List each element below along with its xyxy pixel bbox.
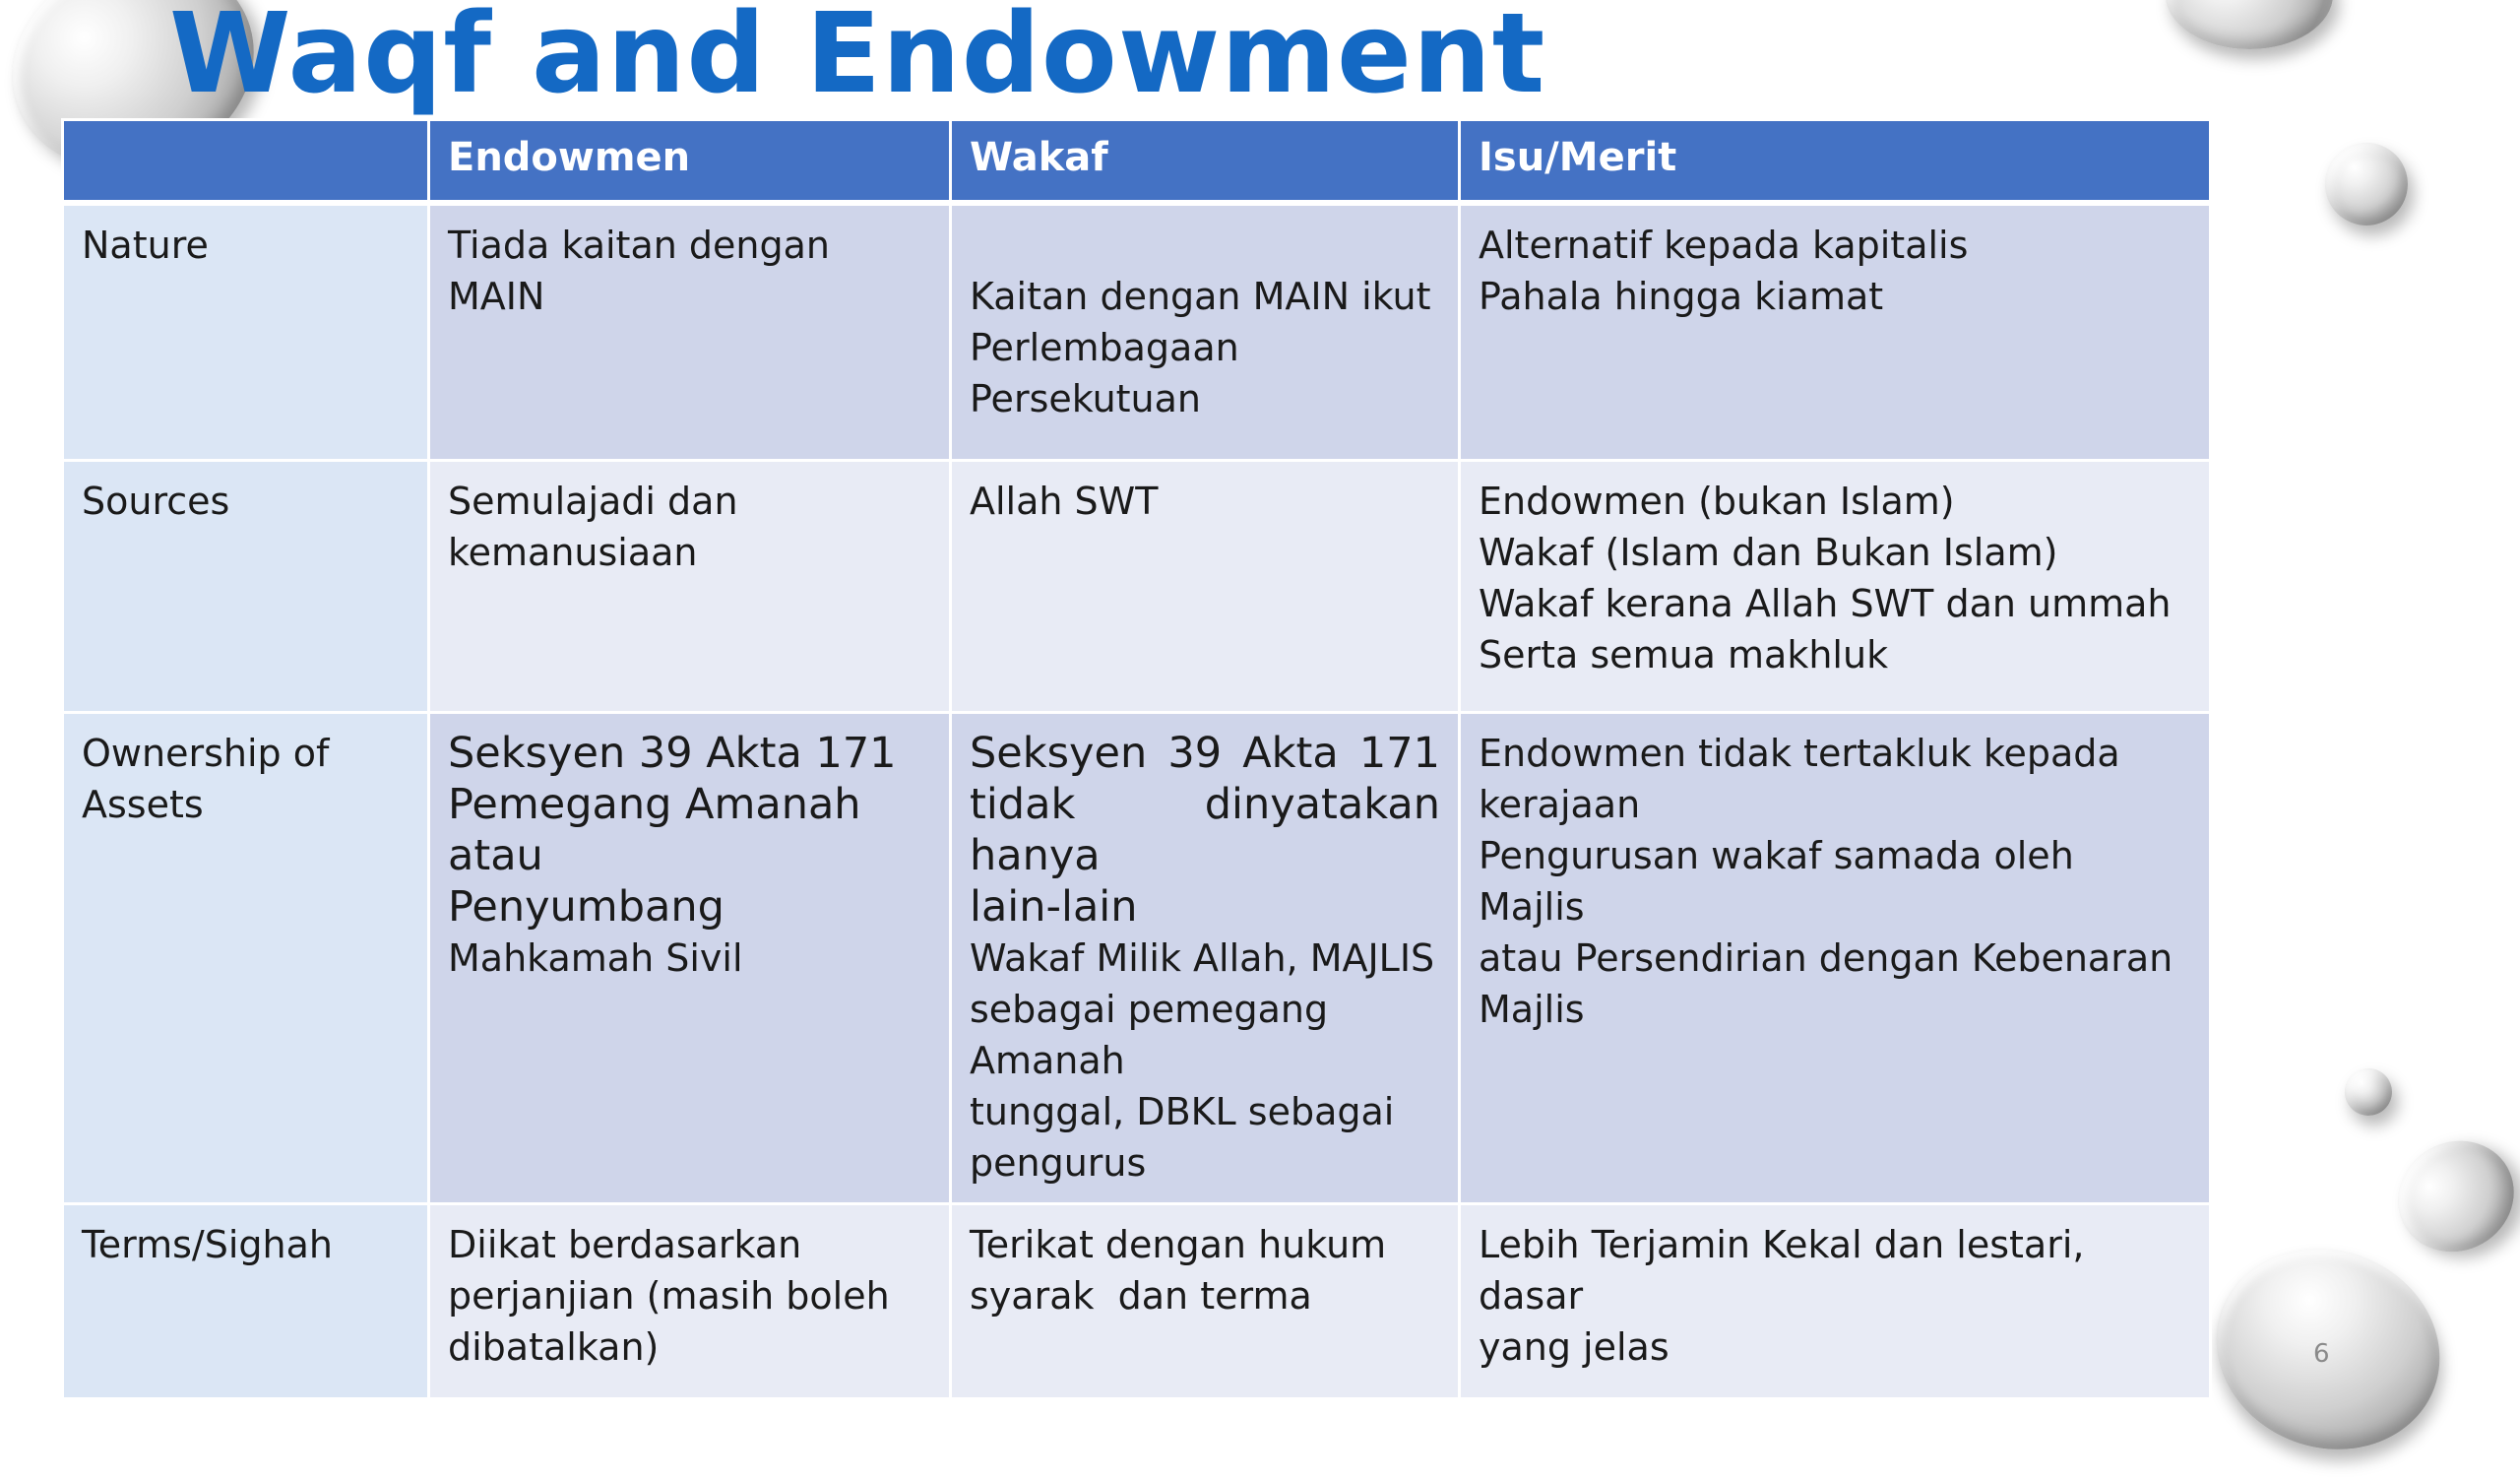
table-row-nature — [63, 203, 2211, 461]
cell-text-line: Kaitan dengan MAIN ikut — [970, 274, 1431, 318]
slide-title: Waqf and Endowment — [169, 0, 1546, 118]
cell-text-line: Terikat dengan hukum — [970, 1223, 1387, 1266]
table-row-ownership — [63, 713, 2211, 1204]
cell-terms-endowmen — [429, 1204, 951, 1399]
cell-nature-wakaf — [951, 203, 1460, 461]
cell-text-line: yang jelas — [1479, 1325, 1670, 1369]
cell-terms-merit — [1460, 1204, 2211, 1399]
cell-text-line: syarak dan terma — [970, 1274, 1312, 1318]
row-label-nature — [63, 203, 429, 461]
cell-spacer — [970, 220, 1440, 271]
cell-text-line: Serta semua makhluk — [1479, 633, 1889, 676]
page-number: 6 — [2313, 1339, 2330, 1369]
cell-text-line: Mahkamah Sivil — [448, 936, 743, 980]
comparison-table — [61, 118, 2212, 1400]
cell-text-line: Alternatif kepada kapitalis — [1479, 223, 1969, 267]
header-cell-isu-merit: Isu/Merit — [1460, 120, 2211, 203]
header-cell-endowmen: Endowmen — [429, 120, 951, 203]
cell-text-line: Wakaf kerana Allah SWT dan ummah — [1479, 582, 2172, 625]
header-cell-empty — [63, 120, 429, 203]
decorative-drop-right-2 — [2345, 1068, 2392, 1116]
cell-nature-endowmen — [429, 203, 951, 461]
cell-text-line: perjanjian (masih boleh — [448, 1274, 890, 1318]
cell-text-line: Seksyen 39 Akta 171 — [970, 729, 1440, 778]
row-label-text: Terms/Sighah — [82, 1223, 333, 1266]
cell-text-line: Allah SWT — [970, 480, 1159, 523]
cell-sources-merit — [1460, 461, 2211, 713]
table-row-sources — [63, 461, 2211, 713]
cell-text-line: Pahala hingga kiamat — [1479, 274, 1884, 318]
cell-sources-endowmen — [429, 461, 951, 713]
cell-text-line: lain-lain — [970, 882, 1138, 932]
cell-ownership-endowmen — [429, 713, 951, 1204]
row-label-text: Nature — [82, 223, 209, 267]
cell-text-line: Diikat berdasarkan — [448, 1223, 802, 1266]
row-label-text: Sources — [82, 480, 230, 523]
cell-text-line: Endowmen tidak tertakluk kepada — [1479, 732, 2120, 775]
cell-text-line: Pemegang Amanah atau — [448, 780, 861, 880]
cell-text-line: kerajaan — [1479, 783, 1641, 826]
row-label-text: Ownership of — [82, 732, 330, 775]
cell-text-line: Pengurusan wakaf samada oleh Majlis — [1479, 834, 2074, 929]
cell-ownership-wakaf — [951, 713, 1460, 1204]
cell-ownership-merit — [1460, 713, 2211, 1204]
cell-text-line: tunggal, DBKL sebagai — [970, 1090, 1395, 1133]
cell-terms-wakaf — [951, 1204, 1460, 1399]
cell-text-line: kemanusiaan — [448, 531, 698, 574]
cell-text-line: Tiada kaitan dengan — [448, 223, 830, 267]
cell-text-line: Perlembagaan Persekutuan — [970, 325, 1239, 420]
cell-text-line: atau Persendirian dengan Kebenaran — [1479, 936, 2174, 980]
table-header-row — [63, 120, 2211, 203]
cell-text-line: Semulajadi dan — [448, 480, 738, 523]
decorative-drop-right-3 — [2378, 1120, 2520, 1272]
cell-nature-merit — [1460, 203, 2211, 461]
cell-text-line: Lebih Terjamin Kekal dan lestari, dasar — [1479, 1223, 2085, 1318]
cell-text-line: MAIN — [448, 274, 545, 318]
decorative-drop-right-1 — [2325, 143, 2408, 225]
row-label-text: Assets — [82, 783, 204, 826]
cell-sources-wakaf — [951, 461, 1460, 713]
table-row-terms — [63, 1204, 2211, 1399]
cell-text-line: Wakaf Milik Allah, MAJLIS — [970, 936, 1435, 980]
cell-text-line: Seksyen 39 Akta 171 — [448, 729, 897, 778]
cell-text-line: Majlis — [1479, 988, 1585, 1031]
row-label-sources — [63, 461, 429, 713]
cell-text-line: dibatalkan) — [448, 1325, 660, 1369]
header-cell-wakaf: Wakaf — [951, 120, 1460, 203]
cell-text-line: Endowmen (bukan Islam) — [1479, 480, 1955, 523]
cell-text-line: tidak dinyatakan hanya — [970, 780, 1440, 880]
cell-text-line: Wakaf (Islam dan Bukan Islam) — [1479, 531, 2058, 574]
decorative-drop-top-right — [2166, 0, 2333, 49]
cell-text-line: pengurus — [970, 1141, 1147, 1185]
cell-text-line: Penyumbang — [448, 882, 724, 932]
row-label-terms — [63, 1204, 429, 1399]
cell-text-line: sebagai pemegang Amanah — [970, 988, 1329, 1082]
row-label-ownership — [63, 713, 429, 1204]
